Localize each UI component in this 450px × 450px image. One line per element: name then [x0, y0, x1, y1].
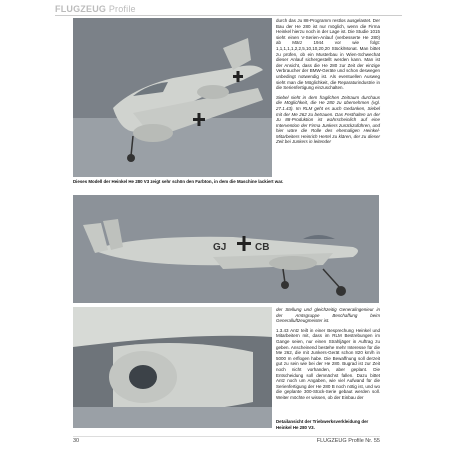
paragraph: durch das Ju 88-Programm restlos ausgelastet. Der Bau der He 280 ist nur möglich, wenn die Firma Heinkel hierzu noch in der Lage ist. Die Studie 1015 sieht einen V-Serien-Anlauf (verbesserte He 280) ab März 1944 vor wie folgt: 1,1,1,1,1,2,2,5,10,10,20,20 Stück/Monat. Man bittet zu prüfen, ob ein Musterbau in Wien-Schwechat dieser Anlauf sichergestellt werden kann. Man ist der Ansicht, dass die He 280 zur Zeit der einzige Verbraucher der BMW-Geräte und schon deswegen unbedingt notwendig ist. Als eventuellen Ausweg sieht man die Möglichkeit, die Reparaturindustrie in die Serienfertigung einzuschalten. — [276, 18, 380, 91]
footer-rule — [73, 436, 380, 437]
header-rule — [55, 15, 402, 16]
svg-text:GJ: GJ — [213, 242, 227, 253]
svg-text:CB: CB — [255, 242, 270, 253]
photo-engine-detail — [73, 307, 272, 428]
page-footer-right: FLUGZEUG Profile Nr. 55 — [316, 438, 380, 444]
header-brand: FLUGZEUG — [55, 4, 107, 14]
photo-model-side-view — [73, 195, 379, 303]
page-number-left: 30 — [73, 438, 80, 444]
header-section: Profile — [108, 4, 136, 14]
paragraph: 1.3.43 Antz teilt in einer Besprechung Heinkel und Mitarbeitern mit, dass im RLM Bestrebungen im Gange seien, nur einen Strahljäger in Auftrag zu geben. Anscheinend bestehe mehr Interesse für die Me 262, die mit Junkers-Gerät schon 820 km/h in 5000 m erflogen habe. Die Bewaffnung soll derzeit gut zu sein wie bei der He 280. Bugrad ist zur Zeit noch nicht vorhanden, aber geplant. Die Entscheidung soll demnächst fallen. Dazu bittet Antz noch um Angaben, wie viel Aufwand für die Serienfertigung der He 280 B noch nötig ist, und wo die geplante 300-Stück-Serie gebaut werden soll. Weiter möchte er wissen, ob der Einbau der — [276, 327, 380, 400]
photo-model-top-view — [73, 18, 272, 177]
photo3-caption: Detailansicht der Triebwerksverkleidung der Heinkel He 280 V3. — [276, 419, 369, 430]
page-header — [55, 4, 136, 14]
photo1-caption: Dieses Modell der Heinkel He 280 V3 zeigt sehr schön den Farbton, in dem die Maschine lackiert war. — [73, 179, 284, 184]
paragraph-italic: Siebel sieht in dem fraglichen Zeitraum durchaus die Möglichkeit, die He 280 zu übernehmen (vgl. 27.1.43). Im RLM geht es auch Gedanken, Siebel mit der Me 262 zu betrauen. Das Festhalten an der Ju 88-Produktion ist wahrscheinlich auf eine Intervention der Firma Junkers zurückzuführen, und hier wäre die Rolle des ehemaligen Heinkel-Mitarbeiters Heinrich Hertel zu klären, der zu dieser Zeit bei Junkers in leitender — [276, 94, 380, 145]
text-column-top — [276, 18, 380, 149]
paragraph-italic: der Stellung und gleichzeitig Generalingenieur in der Amtsgruppe Beschaffung beim Generalluftzeugmeister ist. — [276, 307, 380, 324]
text-column-middle — [276, 307, 380, 405]
